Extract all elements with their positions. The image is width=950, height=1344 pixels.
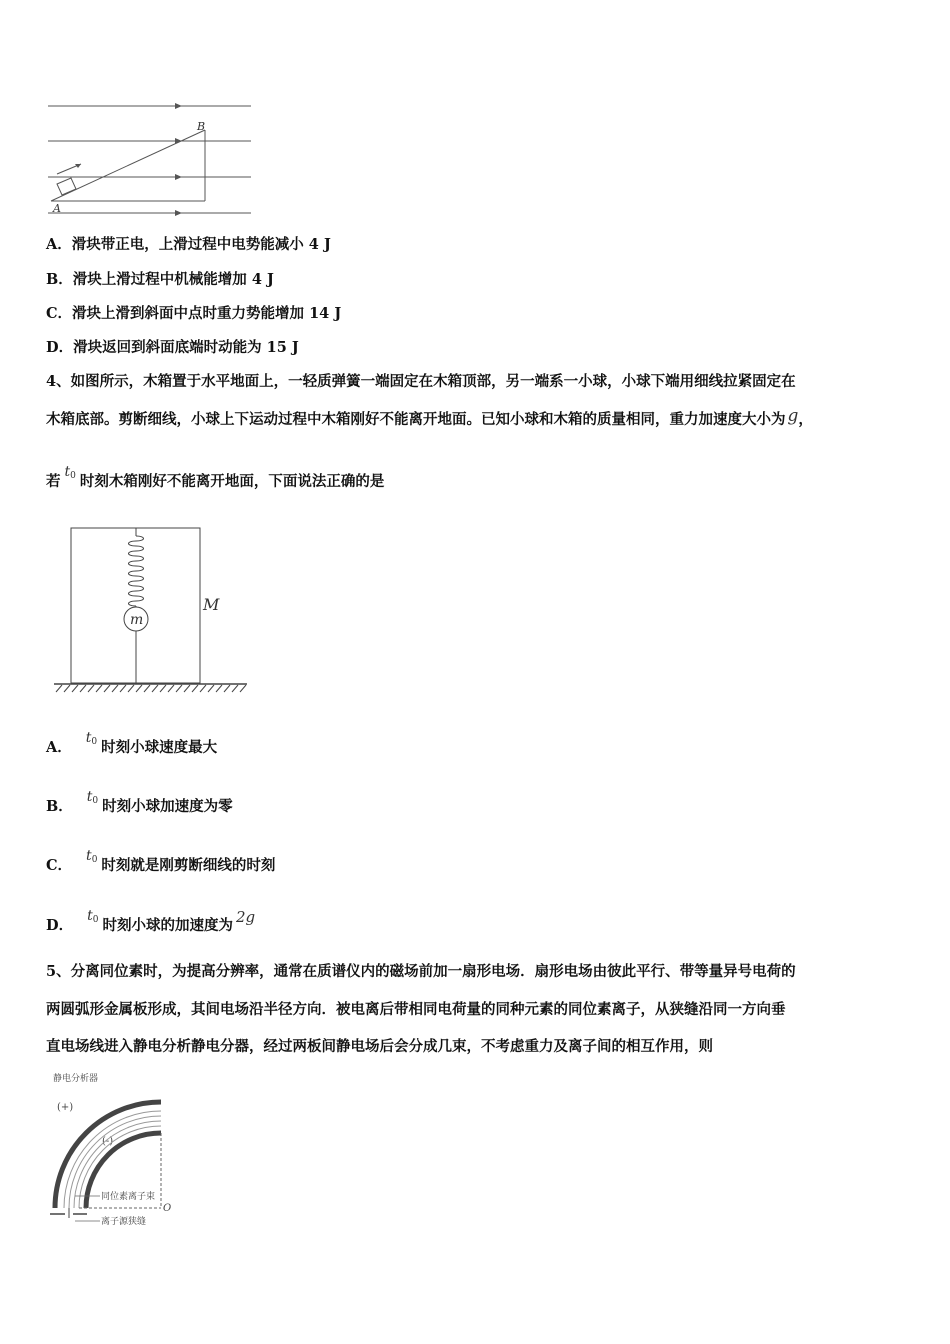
q3-option-d — [46, 338, 299, 358]
q4-option-a — [46, 730, 218, 762]
option-text: 时刻就是刚剪断细线的时刻 — [101, 857, 276, 874]
option-text: 滑块上滑过程中机械能增加 4 J — [72, 271, 274, 288]
option-text: 滑块上滑到斜面中点时重力势能增加 14 J — [72, 305, 342, 322]
q3-option-c — [46, 304, 341, 324]
q4-option-d — [46, 908, 256, 940]
option-letter: B． — [46, 798, 73, 815]
beam-label: 同位素离子束 — [101, 1192, 156, 1202]
q5-stem-line2: 两圆弧形金属板形成，其间电场沿半径方向．被电离后带相同电荷量的同种元素的同位素离子，从狭缝沿同一方向垂 — [46, 1001, 786, 1018]
minus-label: (-) — [102, 1136, 114, 1147]
q4-stem-line3 — [46, 464, 385, 496]
t0-symbol: t0 — [87, 908, 99, 925]
q3-option-a — [46, 235, 331, 255]
q4-line3-prefix: 若 — [46, 473, 61, 490]
point-b-label: B — [197, 120, 206, 133]
t0-symbol: t0 — [86, 848, 98, 865]
center-o-label: O — [163, 1203, 172, 1214]
option-letter: B． — [46, 271, 73, 288]
option-letter: A． — [46, 739, 72, 756]
t0-symbol: t0 — [85, 730, 98, 747]
option-letter: D． — [46, 339, 74, 356]
analyzer-label: 静电分析器 — [53, 1074, 99, 1084]
option-text: 时刻小球速度最大 — [101, 739, 218, 756]
mass-ball-label: m — [130, 612, 144, 628]
option-text: 时刻小球的加速度为 — [102, 917, 233, 934]
q4-option-c — [46, 848, 276, 880]
plus-label: (+) — [57, 1102, 74, 1113]
q3-option-b — [46, 270, 274, 290]
option-text: 时刻小球加速度为零 — [102, 798, 233, 815]
mass-box-label: M — [203, 595, 220, 614]
option-text: 滑块带正电，上滑过程中电势能减小 4 J — [71, 236, 331, 253]
option-letter: C． — [46, 305, 73, 322]
q5-stem-line1: 5、分离同位素时，为提高分辨率，通常在质谱仪内的磁场前加一扇形电场．扇形电场由彼此平行、带等量异号电荷的 — [46, 963, 796, 980]
g-symbol: g — [787, 406, 799, 426]
q4-stem-line2 — [46, 406, 813, 430]
point-a-label: A — [53, 202, 61, 215]
q4-stem-line1: 4、如图所示，木箱置于水平地面上，一轻质弹簧一端固定在木箱顶部，另一端系一小球，小球下端用细线拉紧固定在 — [46, 373, 796, 390]
q5-stem-line3: 直电场线进入静电分析静电分器，经过两板间静电场后会分成几束，不考虑重力及离子间的相互作用，则 — [46, 1038, 713, 1055]
spring-box-figure — [52, 522, 252, 697]
q4-option-b — [46, 789, 233, 821]
option-letter: D． — [46, 917, 74, 934]
electrostatic-analyzer-figure — [45, 1068, 195, 1240]
option-text: 滑块返回到斜面底端时动能为 15 J — [73, 339, 299, 356]
t0-symbol: t0 — [64, 464, 76, 481]
option-letter: A． — [46, 236, 72, 253]
q4-line3-suffix: 时刻木箱刚好不能离开地面，下面说法正确的是 — [79, 473, 385, 490]
comma: ， — [798, 411, 813, 428]
t0-symbol: t0 — [86, 789, 99, 806]
two-g-symbol: 2g — [235, 908, 256, 926]
option-letter: C． — [46, 857, 73, 874]
q4-stem-line2-text: 木箱底部。剪断细线，小球上下运动过程中木箱刚好不能离开地面。已知小球和木箱的质量相同，重力加速度大小为 — [46, 411, 786, 428]
incline-field-figure — [45, 96, 260, 218]
slit-label: 离子源狭缝 — [101, 1217, 147, 1227]
